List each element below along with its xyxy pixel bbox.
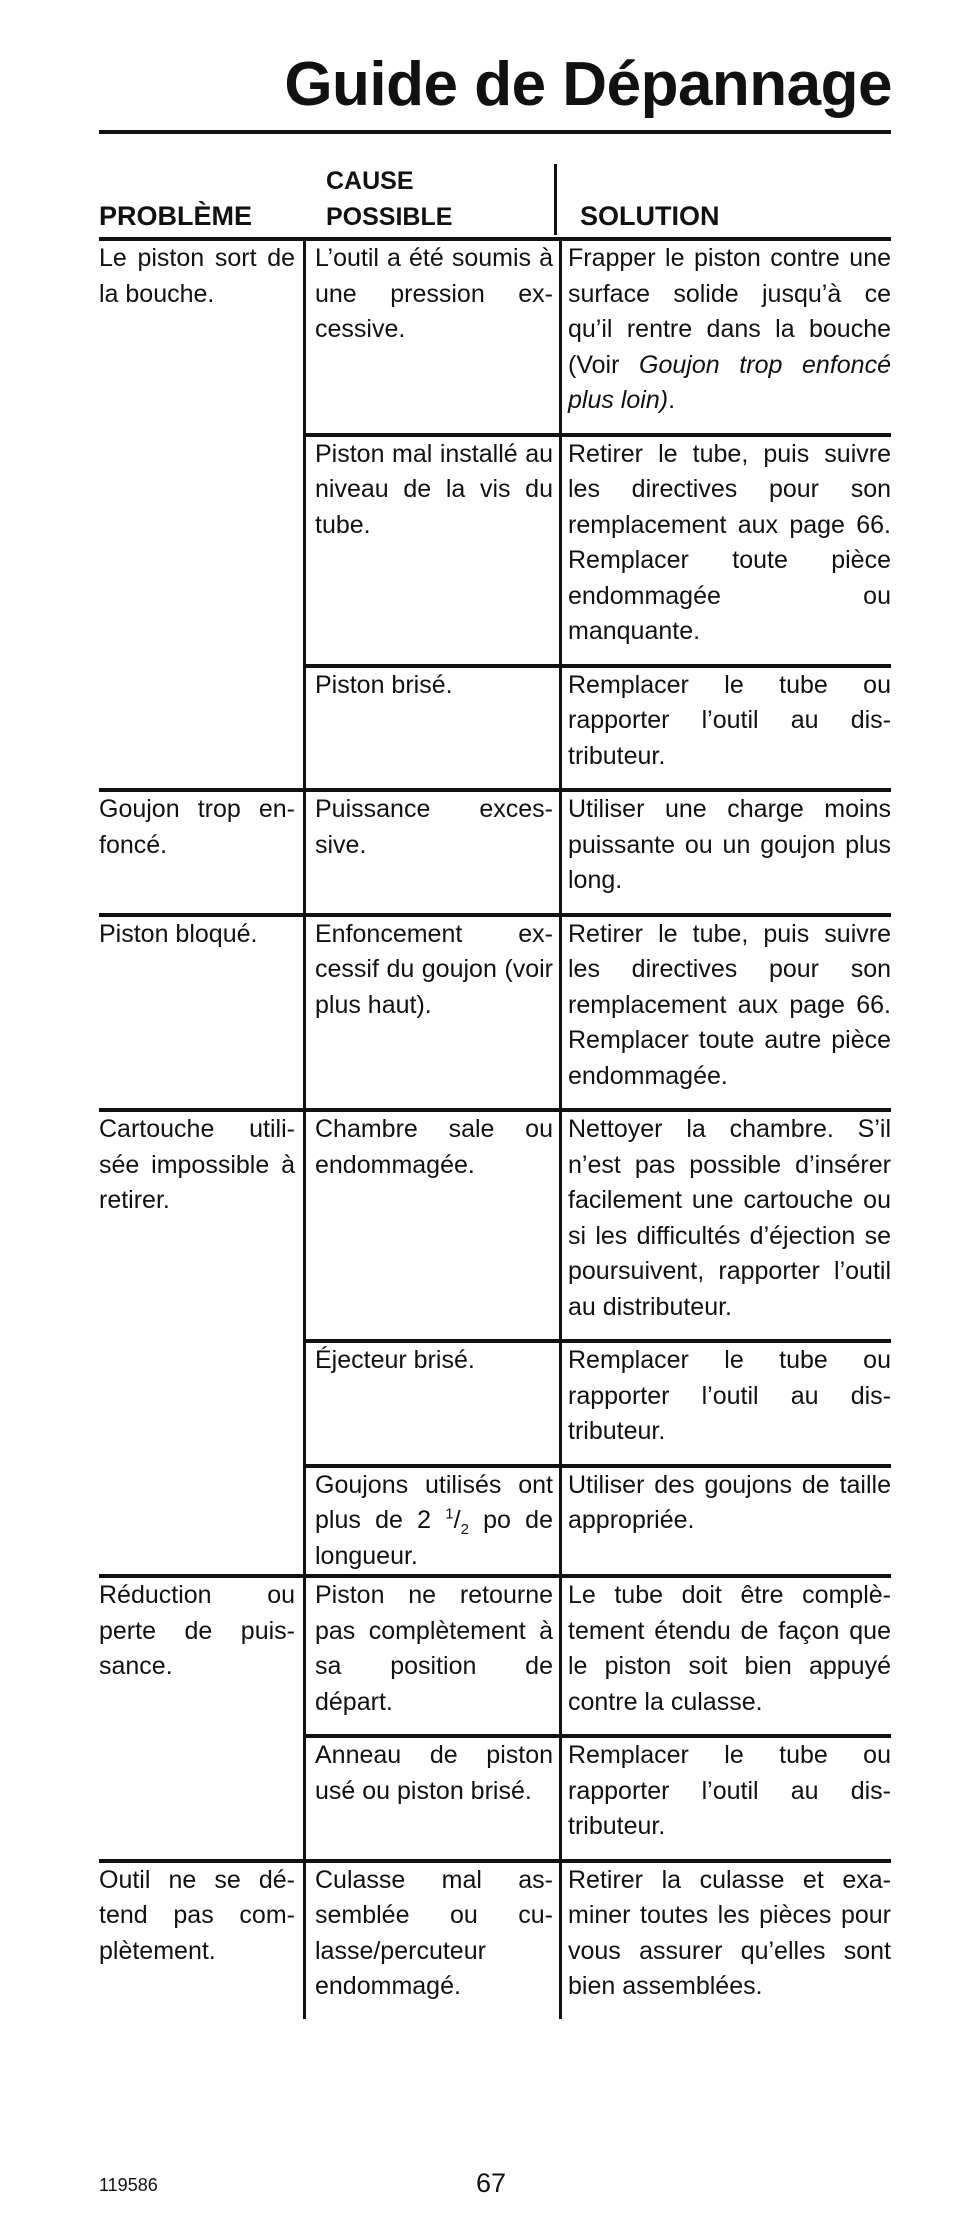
problem-cell: Piston bloqué. bbox=[99, 919, 258, 948]
cause-solution-rows bbox=[303, 917, 891, 1109]
table-row bbox=[306, 1863, 891, 2019]
cause-solution-rows bbox=[303, 241, 891, 788]
cause-text: Goujons utilisés ont plus de 2 bbox=[315, 1470, 553, 1534]
table-group bbox=[99, 788, 891, 913]
solution-cell: Utiliser une charge moins puissante ou un goujon plus long. bbox=[568, 795, 891, 894]
problem-cell: Le piston sort de la bouche. bbox=[99, 244, 295, 308]
solution-cell: Retirer le tube, puis suivre les directives pour son remplacement aux page 66. Remplacer toute pièce endommagée ou manquante. bbox=[568, 439, 891, 645]
table-group bbox=[99, 1108, 891, 1574]
solution-end-text: . bbox=[668, 386, 676, 414]
solution-cell: Remplacer le tube ou rapporter l’outil au distributeur. bbox=[568, 670, 891, 770]
cause-cell: L’outil a été soumis à une pression excessive. bbox=[306, 241, 562, 433]
solution-cell: Remplacer le tube ou rapporter l’outil au distributeur. bbox=[568, 1346, 891, 1445]
solution-text: Frapper le piston contre une surface solide jusqu’à ce qu’il rentre dans la bouche (Voir bbox=[568, 244, 891, 379]
header-solution: SOLUTION bbox=[580, 201, 720, 231]
cause-text-end: po de longueur. bbox=[315, 1506, 553, 1570]
cause-cell bbox=[306, 1468, 562, 1575]
solution-cell: Retirer le tube, puis suivre les directives pour son remplacement aux page 66. Remplacer toute autre pièce endommagée. bbox=[568, 919, 891, 1090]
cause-solution-rows bbox=[303, 1578, 891, 1859]
cause-solution-rows bbox=[303, 1112, 891, 1574]
table-row bbox=[306, 1112, 891, 1339]
cause-cell: Éjecteur brisé. bbox=[306, 1343, 562, 1464]
table-row bbox=[306, 1578, 891, 1734]
fraction-slash: / bbox=[453, 1506, 461, 1534]
cause-cell: Piston ne retourne pas complètement à sa position de départ. bbox=[306, 1578, 562, 1734]
cause-solution-rows bbox=[303, 792, 891, 913]
solution-cell: Retirer la culasse et examiner toutes les pièces pour vous assurer qu’elles sont bien assemblées. bbox=[568, 1865, 891, 2000]
cause-cell: Chambre sale ou endommagée. bbox=[306, 1112, 562, 1339]
cause-solution-rows bbox=[303, 1863, 891, 2019]
title-divider bbox=[99, 130, 891, 134]
table-group bbox=[99, 1859, 891, 2019]
problem-cell: Cartouche utilisée impossible à retirer. bbox=[99, 1115, 295, 1214]
table-row bbox=[306, 1464, 891, 1575]
table-row bbox=[306, 917, 891, 1109]
solution-cell: Remplacer le tube ou rapporter l’outil au distributeur. bbox=[568, 1741, 891, 1840]
table-group bbox=[99, 1574, 891, 1859]
cause-cell: Piston brisé. bbox=[306, 668, 562, 789]
document-code: 119586 bbox=[99, 2175, 158, 2195]
solution-cell: Le tube doit être complètement étendu de façon que le piston soit bien appuyé contre la culasse. bbox=[568, 1581, 891, 1716]
page-title: Guide de Dépannage bbox=[284, 50, 892, 119]
cause-cell: Puissance excessive. bbox=[306, 792, 562, 913]
solution-cell: Nettoyer la chambre. S’il n’est pas possible d’insérer facilement une cartouche ou si les difficultés d’éjection se poursuivent, rapporter l’outil au distributeur. bbox=[568, 1115, 891, 1321]
header-problem: PROBLÈME bbox=[99, 201, 253, 231]
table-row bbox=[306, 241, 891, 433]
cause-cell: Enfoncement excessif du goujon (voir plus haut). bbox=[306, 917, 562, 1109]
table-group bbox=[99, 237, 891, 788]
table-row bbox=[306, 792, 891, 913]
troubleshooting-table bbox=[99, 237, 891, 2019]
header-cause-line2: POSSIBLE bbox=[326, 202, 453, 231]
table-row bbox=[306, 1734, 891, 1859]
fraction-numerator: 1 bbox=[445, 1505, 454, 1523]
solution-cell: Utiliser des goujons de taille appropriée. bbox=[568, 1470, 891, 1534]
problem-cell: Goujon trop enfoncé. bbox=[99, 795, 295, 859]
problem-cell: Outil ne se détend pas complètement. bbox=[99, 1865, 295, 1965]
table-row bbox=[306, 664, 891, 789]
solution-italic-text: Goujon trop enfoncé plus loin) bbox=[568, 350, 891, 414]
fraction-denominator: 2 bbox=[460, 1521, 469, 1538]
cause-cell: Piston mal installé au niveau de la vis du tube. bbox=[306, 437, 562, 664]
header-cause-line1: CAUSE bbox=[326, 167, 414, 195]
header-cause bbox=[317, 164, 557, 235]
solution-cell bbox=[562, 241, 891, 433]
table-row bbox=[306, 1339, 891, 1464]
problem-cell: Réduction ou perte de puissance. bbox=[99, 1581, 295, 1680]
page-number: 67 bbox=[476, 2168, 507, 2198]
cause-cell: Anneau de piston usé ou piston brisé. bbox=[306, 1738, 562, 1859]
table-group bbox=[99, 913, 891, 1109]
table-row bbox=[306, 433, 891, 664]
cause-cell: Culasse mal assemblée ou culasse/percuteur endommagé. bbox=[306, 1863, 562, 2019]
